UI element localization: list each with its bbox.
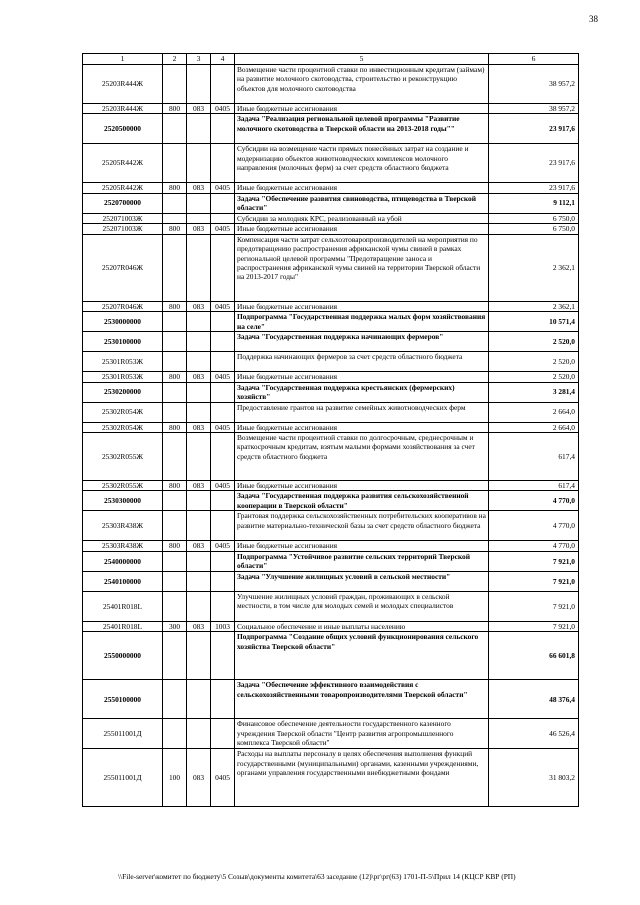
section-cell bbox=[163, 551, 187, 571]
description-cell: Задача "Обеспечение развития свиноводства, птицеводства в Тверской области" bbox=[235, 193, 489, 213]
code-cell: 25205R442Ж bbox=[83, 183, 163, 193]
table-row bbox=[83, 749, 579, 807]
ministry-cell bbox=[187, 591, 211, 621]
ministry-cell: 083 bbox=[187, 481, 211, 491]
table-row bbox=[83, 551, 579, 571]
table-row bbox=[83, 193, 579, 213]
code-cell: 255011001Д bbox=[83, 719, 163, 749]
table-row bbox=[83, 114, 579, 144]
amount-cell: 7 921,0 bbox=[489, 591, 579, 621]
amount-cell: 23 917,6 bbox=[489, 183, 579, 193]
amount-cell: 31 803,2 bbox=[489, 749, 579, 807]
amount-cell: 46 526,4 bbox=[489, 719, 579, 749]
amount-cell: 38 957,2 bbox=[489, 64, 579, 103]
code-cell: 25205R442Ж bbox=[83, 144, 163, 183]
description-cell: Социальное обеспечение и иные выплаты населению bbox=[235, 621, 489, 631]
amount-cell: 48 376,4 bbox=[489, 680, 579, 719]
code-cell: 2530100000 bbox=[83, 332, 163, 352]
description-cell: Подпрограмма "Устойчивое развитие сельских территорий Тверской области" bbox=[235, 551, 489, 571]
section-cell bbox=[163, 234, 187, 301]
section-cell bbox=[163, 193, 187, 213]
code-cell: 25302R055Ж bbox=[83, 481, 163, 491]
description-cell: Предоставление грантов на развитие семейных животноводческих ферм bbox=[235, 402, 489, 422]
table-row bbox=[83, 234, 579, 301]
col-header-4: 4 bbox=[211, 54, 235, 65]
ministry-cell bbox=[187, 632, 211, 680]
description-cell: Грантовая поддержка сельскохозяйственных потребительских кооперативов на развитие материально-технической базы за счет средств областного бюджета bbox=[235, 511, 489, 541]
table-row bbox=[83, 541, 579, 551]
ministry-cell: 083 bbox=[187, 301, 211, 311]
table-row bbox=[83, 511, 579, 541]
description-cell: Иные бюджетные ассигнования bbox=[235, 301, 489, 311]
amount-cell: 2 362,1 bbox=[489, 234, 579, 301]
section-cell bbox=[163, 491, 187, 511]
code-cell: 2540000000 bbox=[83, 551, 163, 571]
subsection-cell: 0405 bbox=[211, 183, 235, 193]
code-cell: 252071003Ж bbox=[83, 213, 163, 223]
description-cell: Задача "Улучшение жилищных условий в сельской местности" bbox=[235, 571, 489, 591]
description-cell: Иные бюджетные ассигнования bbox=[235, 103, 489, 113]
subsection-cell bbox=[211, 64, 235, 103]
subsection-cell bbox=[211, 193, 235, 213]
subsection-cell bbox=[211, 591, 235, 621]
code-cell: 25203R444Ж bbox=[83, 103, 163, 113]
table-row bbox=[83, 352, 579, 372]
subsection-cell bbox=[211, 571, 235, 591]
subsection-cell bbox=[211, 234, 235, 301]
table-row bbox=[83, 481, 579, 491]
code-cell: 25301R053Ж bbox=[83, 372, 163, 382]
section-cell bbox=[163, 352, 187, 372]
amount-cell: 2 520,0 bbox=[489, 332, 579, 352]
ministry-cell bbox=[187, 719, 211, 749]
description-cell: Подпрограмма "Государственная поддержка малых форм хозяйствования на селе" bbox=[235, 312, 489, 332]
ministry-cell bbox=[187, 571, 211, 591]
file-path-footer: \\File-server\комитет по бюджету\5 Созыв\документы комитета\63 заседание (12)\рг\рг(63) 1701-П-5\Прил 14 (КЦСР КВР (РП) bbox=[118, 872, 516, 881]
ministry-cell: 083 bbox=[187, 541, 211, 551]
section-cell bbox=[163, 719, 187, 749]
ministry-cell bbox=[187, 234, 211, 301]
amount-cell: 6 750,0 bbox=[489, 224, 579, 234]
section-cell: 300 bbox=[163, 621, 187, 631]
amount-cell: 2 664,0 bbox=[489, 402, 579, 422]
amount-cell: 7 921,0 bbox=[489, 571, 579, 591]
code-cell: 252071003Ж bbox=[83, 224, 163, 234]
amount-cell: 2 520,0 bbox=[489, 352, 579, 372]
amount-cell: 2 362,1 bbox=[489, 301, 579, 311]
subsection-cell bbox=[211, 491, 235, 511]
description-cell: Иные бюджетные ассигнования bbox=[235, 422, 489, 432]
col-header-6: 6 bbox=[489, 54, 579, 65]
ministry-cell bbox=[187, 114, 211, 144]
section-cell: 800 bbox=[163, 183, 187, 193]
subsection-cell bbox=[211, 144, 235, 183]
amount-cell: 2 520,0 bbox=[489, 372, 579, 382]
section-cell: 800 bbox=[163, 541, 187, 551]
table-body bbox=[83, 64, 579, 807]
subsection-cell bbox=[211, 719, 235, 749]
subsection-cell: 0405 bbox=[211, 541, 235, 551]
ministry-cell bbox=[187, 680, 211, 719]
description-cell: Задача "Государственная поддержка крестьянских (фермерских) хозяйств" bbox=[235, 382, 489, 402]
section-cell: 800 bbox=[163, 422, 187, 432]
description-cell: Компенсация части затрат сельхозтоваропроизводителей на мероприятия по предотвращению распространения африканской чумы свиней в рамках региональной целевой программы "Предотвращение заноса и распространения африканской чумы свиней на территории Тверской области на 2013-2017 годы" bbox=[235, 234, 489, 301]
table-row bbox=[83, 491, 579, 511]
section-cell bbox=[163, 114, 187, 144]
ministry-cell: 083 bbox=[187, 103, 211, 113]
table-row bbox=[83, 382, 579, 402]
code-cell: 2550000000 bbox=[83, 632, 163, 680]
section-cell: 800 bbox=[163, 301, 187, 311]
ministry-cell: 083 bbox=[187, 372, 211, 382]
code-cell: 25401R018L bbox=[83, 621, 163, 631]
table-row bbox=[83, 144, 579, 183]
description-cell: Задача "Государственная поддержка начинающих фермеров" bbox=[235, 332, 489, 352]
code-cell: 25203R444Ж bbox=[83, 64, 163, 103]
section-cell bbox=[163, 402, 187, 422]
description-cell: Иные бюджетные ассигнования bbox=[235, 541, 489, 551]
amount-cell: 38 957,2 bbox=[489, 103, 579, 113]
ministry-cell bbox=[187, 511, 211, 541]
section-cell: 800 bbox=[163, 103, 187, 113]
table-row bbox=[83, 680, 579, 719]
subsection-cell: 0405 bbox=[211, 422, 235, 432]
ministry-cell bbox=[187, 193, 211, 213]
section-cell: 800 bbox=[163, 481, 187, 491]
col-header-1: 1 bbox=[83, 54, 163, 65]
subsection-cell bbox=[211, 213, 235, 223]
description-cell: Финансовое обеспечение деятельности государственного казенного учреждения Тверской области "Центр развития агропромышленного комплекса Тверской области" bbox=[235, 719, 489, 749]
ministry-cell bbox=[187, 433, 211, 481]
section-cell: 800 bbox=[163, 372, 187, 382]
description-cell: Субсидии за молодняк КРС, реализованный на убой bbox=[235, 213, 489, 223]
description-cell: Возмещение части процентной ставки по долгосрочным, среднесрочным и краткосрочным кредитам, взятым малыми формами хозяйствования за счет средств областного бюджета bbox=[235, 433, 489, 481]
table-row bbox=[83, 332, 579, 352]
table-header-row bbox=[83, 54, 579, 65]
ministry-cell bbox=[187, 402, 211, 422]
ministry-cell: 083 bbox=[187, 224, 211, 234]
code-cell: 25302R055Ж bbox=[83, 433, 163, 481]
table-row bbox=[83, 632, 579, 680]
subsection-cell bbox=[211, 511, 235, 541]
section-cell: 800 bbox=[163, 224, 187, 234]
amount-cell: 9 112,1 bbox=[489, 193, 579, 213]
subsection-cell bbox=[211, 402, 235, 422]
section-cell bbox=[163, 382, 187, 402]
ministry-cell bbox=[187, 213, 211, 223]
table-row bbox=[83, 591, 579, 621]
code-cell: 25207R046Ж bbox=[83, 301, 163, 311]
description-cell: Иные бюджетные ассигнования bbox=[235, 372, 489, 382]
section-cell bbox=[163, 571, 187, 591]
subsection-cell: 0405 bbox=[211, 301, 235, 311]
ministry-cell bbox=[187, 382, 211, 402]
code-cell: 25303R438Ж bbox=[83, 541, 163, 551]
ministry-cell: 083 bbox=[187, 749, 211, 807]
subsection-cell: 0405 bbox=[211, 749, 235, 807]
amount-cell: 7 921,0 bbox=[489, 551, 579, 571]
amount-cell: 617,4 bbox=[489, 481, 579, 491]
table-row bbox=[83, 64, 579, 103]
code-cell: 2550100000 bbox=[83, 680, 163, 719]
description-cell: Расходы на выплаты персоналу в целях обеспечения выполнения функций государственными (муниципальными) органами, казенными учреждениями, органами управления государственными внебюджетными фондами bbox=[235, 749, 489, 807]
subsection-cell bbox=[211, 551, 235, 571]
description-cell: Улучшение жилищных условий граждан, проживающих в сельской местности, в том числе для молодых семей и молодых специалистов bbox=[235, 591, 489, 621]
table-row bbox=[83, 571, 579, 591]
subsection-cell bbox=[211, 433, 235, 481]
description-cell: Поддержка начинающих фермеров за счет средств областного бюджета bbox=[235, 352, 489, 372]
table-row bbox=[83, 312, 579, 332]
table-row bbox=[83, 372, 579, 382]
code-cell: 25401R018L bbox=[83, 591, 163, 621]
col-header-3: 3 bbox=[187, 54, 211, 65]
description-cell: Субсидии на возмещение части прямых понесённых затрат на создание и модернизацию объектов животноводческих комплексов молочного направления (молочных ферм) за счет средств областного бюджета bbox=[235, 144, 489, 183]
description-cell: Возмещение части процентной ставки по инвестиционным кредитам (займам) на развитие молочного скотоводства, строительство и реконструкцию объектов для молочного скотоводства bbox=[235, 64, 489, 103]
section-cell bbox=[163, 144, 187, 183]
table-row bbox=[83, 719, 579, 749]
section-cell bbox=[163, 433, 187, 481]
section-cell bbox=[163, 632, 187, 680]
ministry-cell bbox=[187, 491, 211, 511]
subsection-cell bbox=[211, 114, 235, 144]
col-header-5: 5 bbox=[235, 54, 489, 65]
section-cell bbox=[163, 332, 187, 352]
table-row bbox=[83, 224, 579, 234]
code-cell: 2540100000 bbox=[83, 571, 163, 591]
subsection-cell bbox=[211, 332, 235, 352]
amount-cell: 23 917,6 bbox=[489, 144, 579, 183]
code-cell: 25301R053Ж bbox=[83, 352, 163, 372]
amount-cell: 617,4 bbox=[489, 433, 579, 481]
subsection-cell: 0405 bbox=[211, 103, 235, 113]
table-row bbox=[83, 183, 579, 193]
section-cell bbox=[163, 680, 187, 719]
code-cell: 25302R054Ж bbox=[83, 422, 163, 432]
amount-cell: 66 601,8 bbox=[489, 632, 579, 680]
amount-cell: 2 664,0 bbox=[489, 422, 579, 432]
subsection-cell: 1003 bbox=[211, 621, 235, 631]
code-cell: 25302R054Ж bbox=[83, 402, 163, 422]
ministry-cell bbox=[187, 352, 211, 372]
description-cell: Иные бюджетные ассигнования bbox=[235, 183, 489, 193]
code-cell: 255011001Д bbox=[83, 749, 163, 807]
ministry-cell bbox=[187, 332, 211, 352]
description-cell: Иные бюджетные ассигнования bbox=[235, 224, 489, 234]
section-cell bbox=[163, 312, 187, 332]
code-cell: 2530300000 bbox=[83, 491, 163, 511]
subsection-cell bbox=[211, 352, 235, 372]
table-row bbox=[83, 422, 579, 432]
table-row bbox=[83, 621, 579, 631]
subsection-cell bbox=[211, 680, 235, 719]
subsection-cell: 0405 bbox=[211, 481, 235, 491]
ministry-cell bbox=[187, 312, 211, 332]
code-cell: 25207R046Ж bbox=[83, 234, 163, 301]
code-cell: 25303R438Ж bbox=[83, 511, 163, 541]
table-row bbox=[83, 402, 579, 422]
section-cell bbox=[163, 64, 187, 103]
code-cell: 2520500000 bbox=[83, 114, 163, 144]
description-cell: Подпрограмма "Создание общих условий функционирования сельского хозяйства Тверской области" bbox=[235, 632, 489, 680]
ministry-cell: 083 bbox=[187, 183, 211, 193]
budget-table bbox=[82, 53, 579, 807]
amount-cell: 4 770,0 bbox=[489, 541, 579, 551]
section-cell bbox=[163, 511, 187, 541]
subsection-cell: 0405 bbox=[211, 372, 235, 382]
amount-cell: 6 750,0 bbox=[489, 213, 579, 223]
subsection-cell bbox=[211, 632, 235, 680]
amount-cell: 4 770,0 bbox=[489, 491, 579, 511]
section-cell bbox=[163, 591, 187, 621]
ministry-cell bbox=[187, 144, 211, 183]
section-cell: 100 bbox=[163, 749, 187, 807]
ministry-cell bbox=[187, 551, 211, 571]
subsection-cell: 0405 bbox=[211, 224, 235, 234]
table-row bbox=[83, 213, 579, 223]
description-cell: Задача "Обеспечение эффективного взаимодействия с сельскохозяйственными товаропроизводителями Тверской области" bbox=[235, 680, 489, 719]
ministry-cell: 083 bbox=[187, 621, 211, 631]
amount-cell: 3 281,4 bbox=[489, 382, 579, 402]
col-header-2: 2 bbox=[163, 54, 187, 65]
code-cell: 2520700000 bbox=[83, 193, 163, 213]
subsection-cell bbox=[211, 312, 235, 332]
code-cell: 2530200000 bbox=[83, 382, 163, 402]
table-row bbox=[83, 301, 579, 311]
section-cell bbox=[163, 213, 187, 223]
amount-cell: 4 770,0 bbox=[489, 511, 579, 541]
amount-cell: 7 921,0 bbox=[489, 621, 579, 631]
description-cell: Задача "Государственная поддержка развития сельскохозяйственной кооперации в Тверской области" bbox=[235, 491, 489, 511]
amount-cell: 10 571,4 bbox=[489, 312, 579, 332]
page-number: 38 bbox=[589, 14, 598, 24]
code-cell: 2530000000 bbox=[83, 312, 163, 332]
description-cell: Задача "Реализация региональной целевой программы "Развитие молочного скотоводства в Тверской области на 2013-2018 годы"" bbox=[235, 114, 489, 144]
ministry-cell: 083 bbox=[187, 422, 211, 432]
amount-cell: 23 917,6 bbox=[489, 114, 579, 144]
table-row bbox=[83, 433, 579, 481]
subsection-cell bbox=[211, 382, 235, 402]
table-row bbox=[83, 103, 579, 113]
ministry-cell bbox=[187, 64, 211, 103]
description-cell: Иные бюджетные ассигнования bbox=[235, 481, 489, 491]
